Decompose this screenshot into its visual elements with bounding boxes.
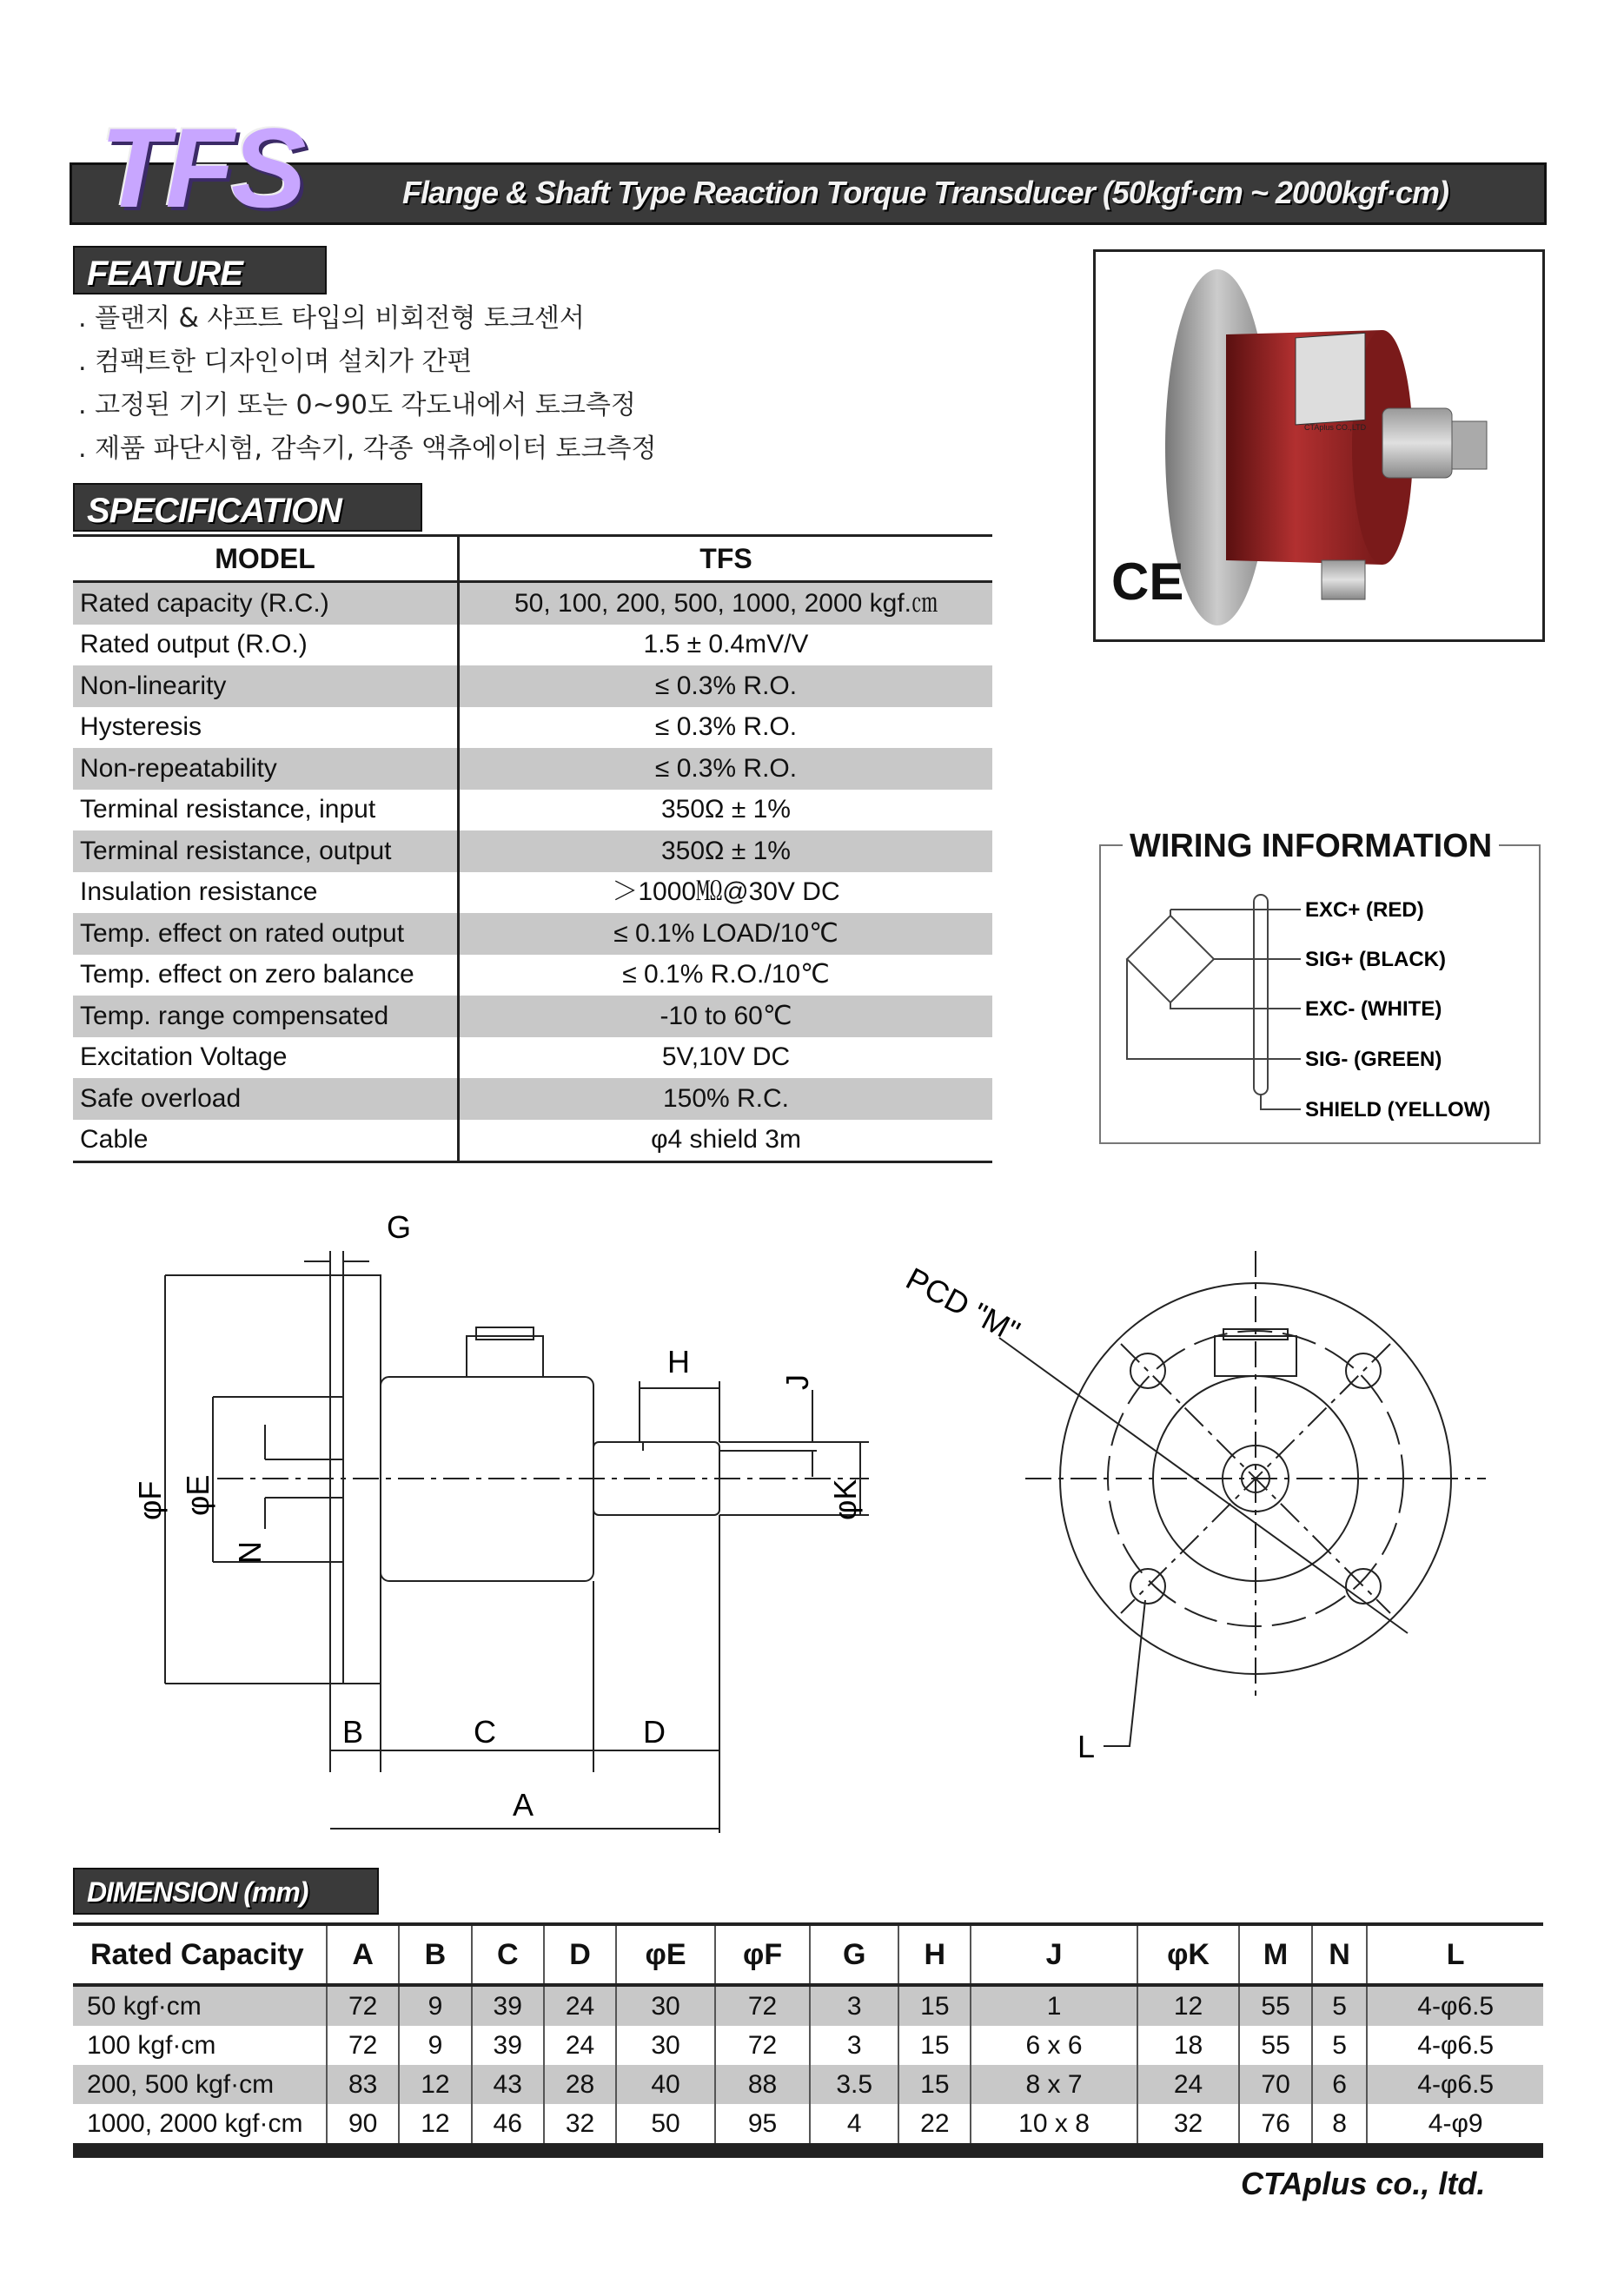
dim-label-b: B	[342, 1714, 364, 1750]
list-item: . 컴팩트한 디자인이며 설치가 간편	[78, 347, 473, 377]
dim-value-cell: 3.5	[810, 2065, 898, 2104]
dim-col-b: B	[399, 1924, 471, 1985]
dim-value-cell: 9	[399, 1985, 471, 2026]
dim-value-cell: 40	[616, 2065, 715, 2104]
dimension-table	[73, 1922, 1543, 2147]
spec-label: Hysteresis	[73, 707, 459, 749]
table-row	[73, 1985, 1543, 2026]
dim-col-g: G	[810, 1924, 898, 1985]
dim-value-cell: 4	[810, 2104, 898, 2145]
dim-col-n: N	[1312, 1924, 1368, 1985]
dim-value-cell: 24	[544, 1985, 616, 2026]
dim-value-cell: 4-φ6.5	[1367, 2065, 1543, 2104]
spec-label: Safe overload	[73, 1078, 459, 1120]
spec-col-tfs: TFS	[459, 536, 993, 582]
dim-value-cell: 4-φ6.5	[1367, 2026, 1543, 2065]
list-item: . 플랜지 & 샤프트 타입의 비회전형 토크센서	[78, 303, 585, 334]
wiring-title: WIRING INFORMATION	[1123, 830, 1499, 863]
table-row	[73, 1037, 992, 1079]
dim-value-cell: 12	[399, 2065, 471, 2104]
dim-value-cell: 83	[327, 2065, 399, 2104]
dim-value-cell: 3	[810, 1985, 898, 2026]
dim-value-cell: 43	[472, 2065, 544, 2104]
dim-value-cell: 15	[898, 2026, 971, 2065]
spec-label: Temp. range compensated	[73, 996, 459, 1037]
company-name: CTAplus co., ltd.	[1241, 2166, 1486, 2201]
table-row	[73, 2026, 1543, 2065]
dim-value-cell: 4-φ9	[1367, 2104, 1543, 2145]
dim-value-cell: 32	[1137, 2104, 1240, 2145]
dim-value-cell: 5	[1312, 1985, 1368, 2026]
spec-value: 350Ω ± 1%	[459, 830, 993, 872]
bridge-circuit	[1127, 910, 1301, 1109]
table-row	[73, 625, 992, 666]
feature-heading: FEATURE	[73, 246, 327, 294]
dim-label-n: N	[232, 1541, 268, 1564]
spec-value: ≤ 0.1% LOAD/10℃	[459, 913, 993, 955]
dim-value-cell: 5	[1312, 2026, 1368, 2065]
spec-value: 350Ω ± 1%	[661, 795, 791, 824]
dim-value-cell: 28	[544, 2065, 616, 2104]
dim-value-cell: 72	[715, 2026, 810, 2065]
dim-value-cell: 24	[544, 2026, 616, 2065]
dim-label-j: J	[779, 1374, 815, 1390]
side-view	[165, 1251, 869, 1833]
page-title: Flange & Shaft Type Reaction Torque Transducer (50kgf·cm ~ 2000kgf·cm)	[402, 175, 1448, 210]
dim-col-c: C	[472, 1924, 544, 1985]
dim-capacity-cell: 100 kgf·cm	[87, 2030, 216, 2060]
spec-value: 5V,10V DC	[661, 1042, 791, 1072]
dim-value-cell: 12	[1137, 1985, 1240, 2026]
dim-value-cell: 12	[399, 2104, 471, 2145]
dim-value-cell: 30	[616, 1985, 715, 2026]
dim-col-l: L	[1367, 1924, 1543, 1985]
dim-value-cell: 15	[898, 1985, 971, 2026]
spec-value: ≤ 0.3% R.O.	[459, 665, 993, 707]
specification-heading: SPECIFICATION	[73, 483, 422, 532]
spec-label: Insulation resistance	[73, 872, 459, 914]
table-row	[73, 830, 992, 872]
spec-value: 1.5 ± 0.4mV/V	[643, 630, 809, 659]
dim-value-cell: 8	[1312, 2104, 1368, 2145]
wiring-diagram	[1101, 846, 1539, 1142]
spec-value: ＞1000㏁@30V DC	[612, 877, 840, 907]
spec-label: Non-repeatability	[73, 748, 459, 790]
table-row	[73, 748, 992, 790]
shaft-shape	[1382, 408, 1452, 478]
cable-bundle	[1254, 895, 1268, 1095]
dim-value-cell: 76	[1239, 2104, 1311, 2145]
spec-value: 50, 100, 200, 500, 1000, 2000 kgf.㎝	[459, 582, 993, 625]
spec-value: -10 to 60℃	[459, 996, 993, 1037]
table-row	[73, 2065, 1543, 2104]
dim-value-cell: 22	[898, 2104, 971, 2145]
spec-label: Rated output (R.O.)	[73, 625, 459, 666]
dimension-heading: DIMENSION (mm)	[73, 1868, 379, 1915]
dim-value-cell: 55	[1239, 1985, 1311, 2026]
footer-bar	[73, 2146, 1543, 2158]
front-view	[999, 1251, 1486, 1746]
dim-value-cell: 88	[715, 2065, 810, 2104]
table-row	[73, 1078, 992, 1120]
dim-value-cell: 95	[715, 2104, 810, 2145]
dim-value-cell: 70	[1239, 2065, 1311, 2104]
product-photo	[1093, 249, 1545, 642]
dim-col-h: H	[898, 1924, 971, 1985]
dim-label-f: φF	[132, 1480, 168, 1520]
spec-label: Temp. effect on zero balance	[73, 955, 459, 996]
dim-col-capacity: Rated Capacity	[73, 1924, 327, 1985]
dim-value-cell: 3	[810, 2026, 898, 2065]
table-row	[73, 872, 992, 914]
dim-value-cell: 72	[327, 2026, 399, 2065]
spec-value: φ4 shield 3m	[459, 1120, 993, 1162]
wiring-label-shield: SHIELD (YELLOW)	[1305, 1098, 1491, 1122]
dim-value-cell: 6	[1312, 2065, 1368, 2104]
dim-col-e: φE	[616, 1924, 715, 1985]
wiring-box	[1099, 844, 1541, 1144]
table-row	[73, 955, 992, 996]
dim-label-h: H	[667, 1344, 690, 1380]
spec-value: ≤ 0.1% R.O./10℃	[622, 960, 830, 989]
dim-label-e: φE	[180, 1474, 215, 1516]
wiring-label-sig-plus: SIG+ (BLACK)	[1305, 948, 1446, 971]
dim-value-cell: 4-φ6.5	[1367, 1985, 1543, 2026]
dim-value-cell: 9	[399, 2026, 471, 2065]
technical-drawing	[0, 1164, 1624, 1859]
dim-col-f: φF	[715, 1924, 810, 1985]
spec-label: Rated capacity (R.C.)	[73, 582, 459, 625]
dim-label-l: L	[1077, 1729, 1096, 1764]
dim-col-m: M	[1239, 1924, 1311, 1985]
product-logo: TFS	[100, 104, 303, 231]
dim-value-cell: 1	[971, 1985, 1137, 2026]
table-row	[73, 707, 992, 749]
table-row	[73, 2104, 1543, 2145]
dim-value-cell: 8 x 7	[971, 2065, 1137, 2104]
dim-label-c: C	[474, 1714, 496, 1750]
product-image	[1096, 252, 1542, 639]
dim-value-cell: 72	[715, 1985, 810, 2026]
connector-shape	[1322, 560, 1365, 599]
spec-value: 150% R.C.	[459, 1078, 993, 1120]
ce-mark: CE	[1111, 552, 1184, 611]
dim-capacity-cell: 1000, 2000 kgf·cm	[73, 2104, 327, 2145]
dim-value-cell: 39	[472, 2026, 544, 2065]
dim-value-cell: 24	[1137, 2065, 1240, 2104]
dim-value-cell: 55	[1239, 2026, 1311, 2065]
spec-value: ≤ 0.3% R.O.	[459, 748, 993, 790]
table-row	[73, 1120, 992, 1162]
dim-value-cell: 6 x 6	[971, 2026, 1137, 2065]
dim-value-cell: 32	[544, 2104, 616, 2145]
dim-label-d: D	[643, 1714, 666, 1750]
dim-col-a: A	[327, 1924, 399, 1985]
spec-label: Cable	[73, 1120, 459, 1162]
spec-value: ≤ 0.3% R.O.	[654, 712, 798, 742]
dim-value-cell: 50	[616, 2104, 715, 2145]
nameplate	[1296, 333, 1365, 425]
dim-value-cell: 18	[1137, 2026, 1240, 2065]
list-item: . 제품 파단시험, 감속기, 각종 액츄에이터 토크측정	[78, 433, 657, 464]
spec-label: Temp. effect on rated output	[73, 913, 459, 955]
wiring-label-sig-minus: SIG- (GREEN)	[1305, 1048, 1442, 1071]
spec-label: Excitation Voltage	[73, 1037, 459, 1079]
dim-col-j: J	[971, 1924, 1137, 1985]
dim-value-cell: 30	[616, 2026, 715, 2065]
dim-label-k: φK	[827, 1479, 863, 1520]
table-row	[73, 790, 992, 831]
spec-label: Terminal resistance, output	[73, 830, 459, 872]
wiring-label-exc-plus: EXC+ (RED)	[1305, 898, 1424, 922]
spec-label: Non-linearity	[73, 665, 459, 707]
spec-label: Terminal resistance, input	[73, 790, 459, 831]
dim-col-d: D	[544, 1924, 616, 1985]
list-item: . 고정된 기기 또는 0~90도 각도내에서 토크측정	[78, 390, 636, 420]
dim-col-k: φK	[1137, 1924, 1240, 1985]
dim-label-pcd: PCD "M"	[900, 1260, 1026, 1350]
dim-label-a: A	[513, 1787, 534, 1823]
table-row	[73, 665, 992, 707]
feature-list	[78, 297, 656, 471]
dim-value-cell: 72	[327, 1985, 399, 2026]
dim-label-g: G	[387, 1209, 412, 1245]
table-row	[73, 582, 992, 625]
dim-value-cell: 15	[898, 2065, 971, 2104]
dim-value-cell: 90	[327, 2104, 399, 2145]
table-row	[73, 996, 992, 1037]
table-row	[73, 913, 992, 955]
wiring-label-exc-minus: EXC- (WHITE)	[1305, 997, 1442, 1021]
dim-value-cell: 10 x 8	[971, 2104, 1137, 2145]
dim-capacity-cell: 50 kgf·cm	[73, 1985, 327, 2026]
specification-table	[73, 534, 992, 1163]
dim-value-cell: 46	[472, 2104, 544, 2145]
dim-value-cell: 39	[472, 1985, 544, 2026]
nameplate-brand: CTAplus CO.,LTD	[1304, 423, 1367, 432]
dim-capacity-cell: 200, 500 kgf·cm	[73, 2065, 327, 2104]
spec-col-model: MODEL	[73, 536, 459, 582]
